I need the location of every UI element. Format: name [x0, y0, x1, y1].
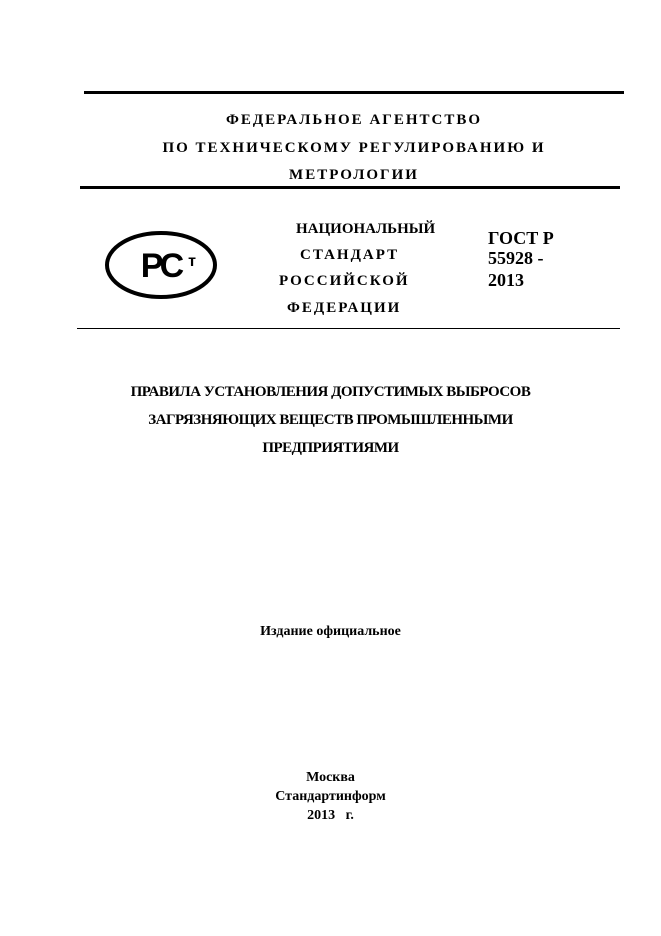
rst-mark-icon — [104, 230, 218, 300]
svg-text:т: т — [188, 253, 196, 270]
standard-line-standard: СТАНДАРТ — [300, 247, 400, 263]
gost-year: 2013 — [488, 270, 524, 290]
document-title-line-2: ЗАГРЯЗНЯЮЩИХ ВЕЩЕСТВ ПРОМЫШЛЕННЫМИ — [148, 412, 513, 428]
agency-line-2: ПО ТЕХНИЧЕСКОМУ РЕГУЛИРОВАНИЮ И — [162, 140, 546, 156]
agency-line-3: МЕТРОЛОГИИ — [289, 167, 419, 183]
gost-designation: ГОСТ Р — [488, 228, 554, 248]
header-bottom-rule — [80, 186, 620, 189]
document-title-line-3: ПРЕДПРИЯТИЯМИ — [262, 440, 399, 456]
publisher-name: Стандартинформ — [275, 789, 386, 804]
publisher-city: Москва — [306, 770, 355, 785]
standard-line-federation: ФЕДЕРАЦИИ — [287, 300, 402, 316]
standard-line-russian: РОССИЙСКОЙ — [279, 273, 410, 289]
gost-number: 55928 - — [488, 248, 544, 268]
top-rule — [84, 91, 624, 94]
standard-bottom-rule — [77, 328, 620, 329]
document-title-line-1: ПРАВИЛА УСТАНОВЛЕНИЯ ДОПУСТИМЫХ ВЫБРОСОВ — [130, 384, 531, 400]
svg-text:РС: РС — [140, 247, 182, 285]
edition-label: Издание официальное — [260, 624, 401, 639]
publication-year: 2013 г. — [307, 808, 354, 823]
agency-line-1: ФЕДЕРАЛЬНОЕ АГЕНТСТВО — [225, 112, 483, 128]
standard-line-national: НАЦИОНАЛЬНЫЙ — [296, 221, 436, 237]
